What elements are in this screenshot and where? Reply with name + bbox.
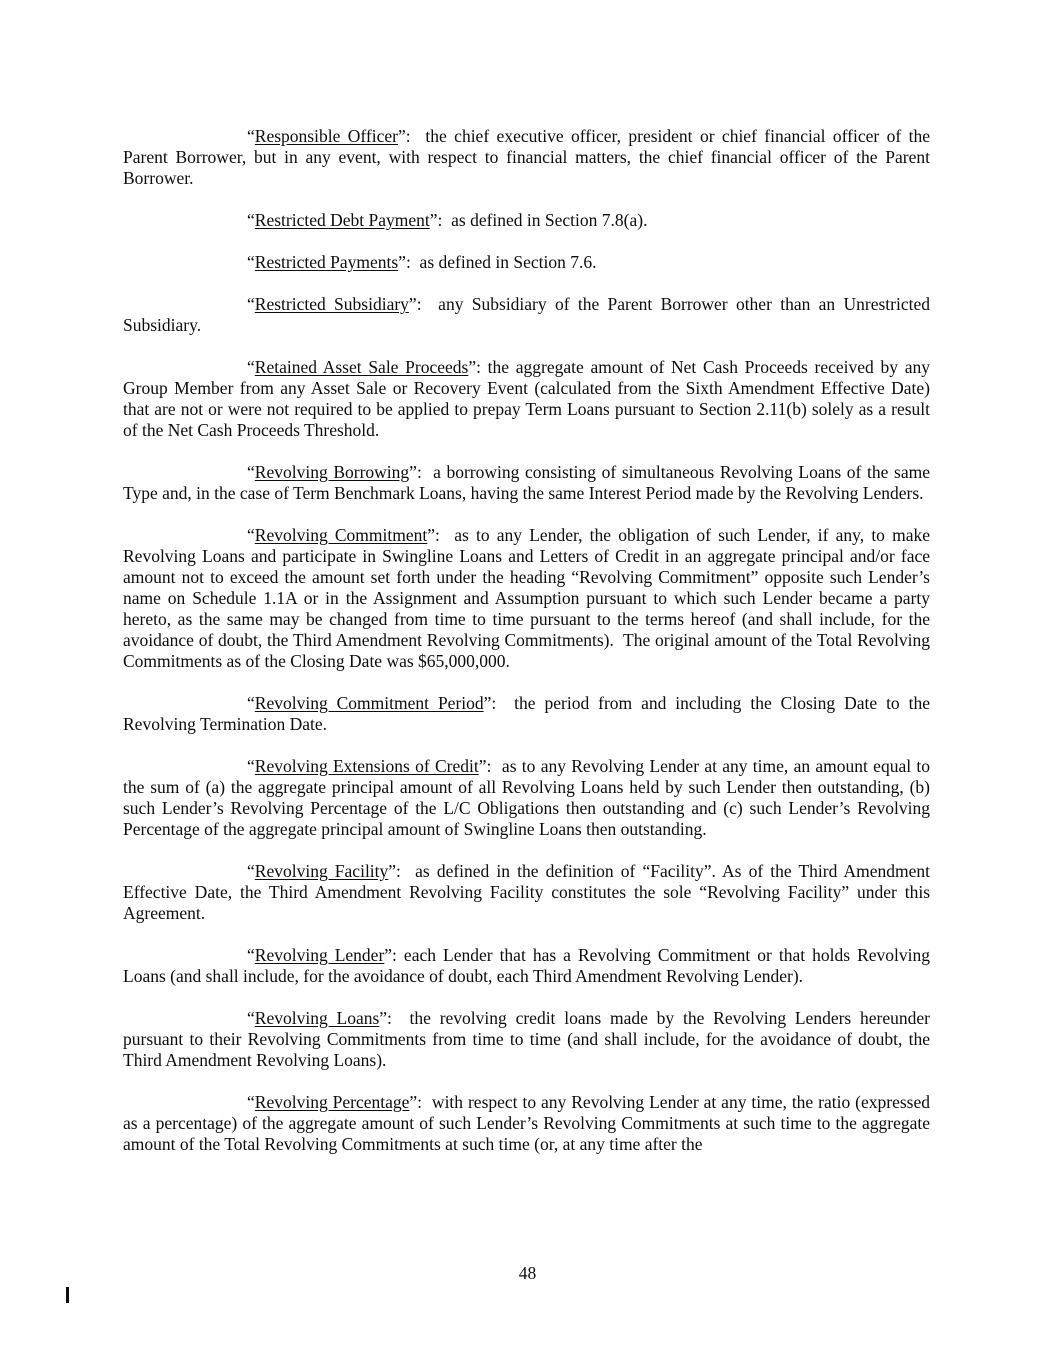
defined-term: Revolving Lender (254, 945, 385, 965)
definition-paragraph-restricted-debt-payment (123, 210, 930, 231)
definition-paragraph-revolving-facility (123, 861, 930, 924)
definition-text: ”: a borrowing consisting of simultaneous Revolving Loans of the same Type and, in the case of Term Benchmark Loans, having the same Interest Period made by the Revolving Lenders. (123, 462, 930, 503)
definition-text: ”: the revolving credit loans made by the Revolving Lenders hereunder pursuant to their Revolving Commitments from time to time (and shall include, for the avoidance of doubt, the Third Amendment Revolving Loans). (123, 1008, 930, 1070)
change-bar (66, 1287, 69, 1303)
open-quote: “ (247, 945, 255, 965)
defined-term: Restricted Debt Payment (254, 210, 430, 230)
open-quote: “ (247, 1008, 255, 1028)
definition-paragraph-restricted-payments (123, 252, 930, 273)
defined-term: Restricted Subsidiary (254, 294, 409, 314)
open-quote: “ (247, 357, 255, 377)
definition-paragraph-revolving-borrowing (123, 462, 930, 504)
definition-text: ”: as to any Revolving Lender at any time, an amount equal to the sum of (a) the aggregate principal amount of all Revolving Loans held by such Lender then outstanding, (b) such Lender’s Revolving Percentage of the L/C Obligations then outstanding and (c) such Lender’s Revolving Percentage of the aggregate principal amount of Swingline Loans then outstanding. (123, 756, 930, 839)
page-number: 48 (518, 1263, 537, 1283)
definition-paragraph-restricted-subsidiary (123, 294, 930, 336)
definition-text: ”: the period from and including the Closing Date to the Revolving Termination Date. (123, 693, 930, 734)
definition-text: ”: the chief executive officer, president or chief financial officer of the Parent Borrower, but in any event, with respect to financial matters, the chief financial officer of the Parent Borrower. (123, 126, 930, 188)
open-quote: “ (247, 693, 255, 713)
definition-text: ”: as to any Lender, the obligation of such Lender, if any, to make Revolving Loans and participate in Swingline Loans and Letters of Credit in an aggregate principal and/or face amount not to exceed the amount set forth under the heading “Revolving Commitment” opposite such Lender’s name on Schedule 1.1A or in the Assignment and Assumption pursuant to which such Lender became a party hereto, as the same may be changed from time to time pursuant to the terms hereof (and shall include, for the avoidance of doubt, the Third Amendment Revolving Commitments). The original amount of the Total Revolving Commitments as of the Closing Date was $65,000,000. (123, 525, 931, 671)
defined-term: Responsible Officer (254, 126, 398, 146)
defined-term: Revolving Borrowing (254, 462, 410, 482)
open-quote: “ (247, 756, 255, 776)
defined-term: Restricted Payments (254, 252, 399, 272)
defined-term: Revolving Extensions of Credit (254, 756, 479, 776)
defined-term: Revolving Commitment Period (254, 693, 484, 713)
open-quote: “ (247, 1092, 255, 1112)
definition-paragraph-revolving-lender (123, 945, 930, 987)
defined-term: Revolving Loans (254, 1008, 380, 1028)
definition-text: ”: as defined in the definition of “Facility”. As of the Third Amendment Effective Date, the Third Amendment Revolving Facility constitutes the sole “Revolving Facility” under this Agreement. (123, 861, 930, 923)
open-quote: “ (247, 525, 255, 545)
definition-paragraph-revolving-commitment (123, 525, 930, 672)
definition-paragraph-revolving-extensions-of-credit (123, 756, 930, 840)
definition-text: ”: with respect to any Revolving Lender at any time, the ratio (expressed as a percentage) of the aggregate amount of such Lender’s Revolving Commitments at such time to the aggregate amount of the Total Revolving Commitments at such time (or, at any time after the (123, 1092, 930, 1154)
open-quote: “ (247, 861, 255, 881)
definition-paragraph-responsible-officer (123, 126, 930, 189)
defined-term: Revolving Percentage (254, 1092, 410, 1112)
open-quote: “ (247, 294, 255, 314)
open-quote: “ (247, 126, 255, 146)
open-quote: “ (247, 462, 255, 482)
open-quote: “ (247, 210, 255, 230)
defined-term: Revolving Commitment (254, 525, 428, 545)
definition-paragraph-retained-asset-sale-proceeds (123, 357, 930, 441)
definition-text: ”: as defined in Section 7.6. (398, 252, 597, 272)
definition-text: ”: each Lender that has a Revolving Commitment or that holds Revolving Loans (and shall include, for the avoidance of doubt, each Third Amendment Revolving Lender). (123, 945, 930, 986)
document-body (123, 126, 930, 1155)
defined-term: Revolving Facility (254, 861, 389, 881)
definition-text: ”: the aggregate amount of Net Cash Proceeds received by any Group Member from any Asset Sale or Recovery Event (calculated from the Sixth Amendment Effective Date) that are not or were not required to be applied to prepay Term Loans pursuant to Section 2.11(b) solely as a result of the Net Cash Proceeds Threshold. (123, 357, 930, 440)
definition-paragraph-revolving-commitment-period (123, 693, 930, 735)
definition-paragraph-revolving-loans (123, 1008, 930, 1071)
definition-text: ”: any Subsidiary of the Parent Borrower other than an Unrestricted Subsidiary. (123, 294, 930, 335)
definition-paragraph-revolving-percentage (123, 1092, 930, 1155)
definition-text: ”: as defined in Section 7.8(a). (429, 210, 648, 230)
open-quote: “ (247, 252, 255, 272)
defined-term: Retained Asset Sale Proceeds (254, 357, 469, 377)
